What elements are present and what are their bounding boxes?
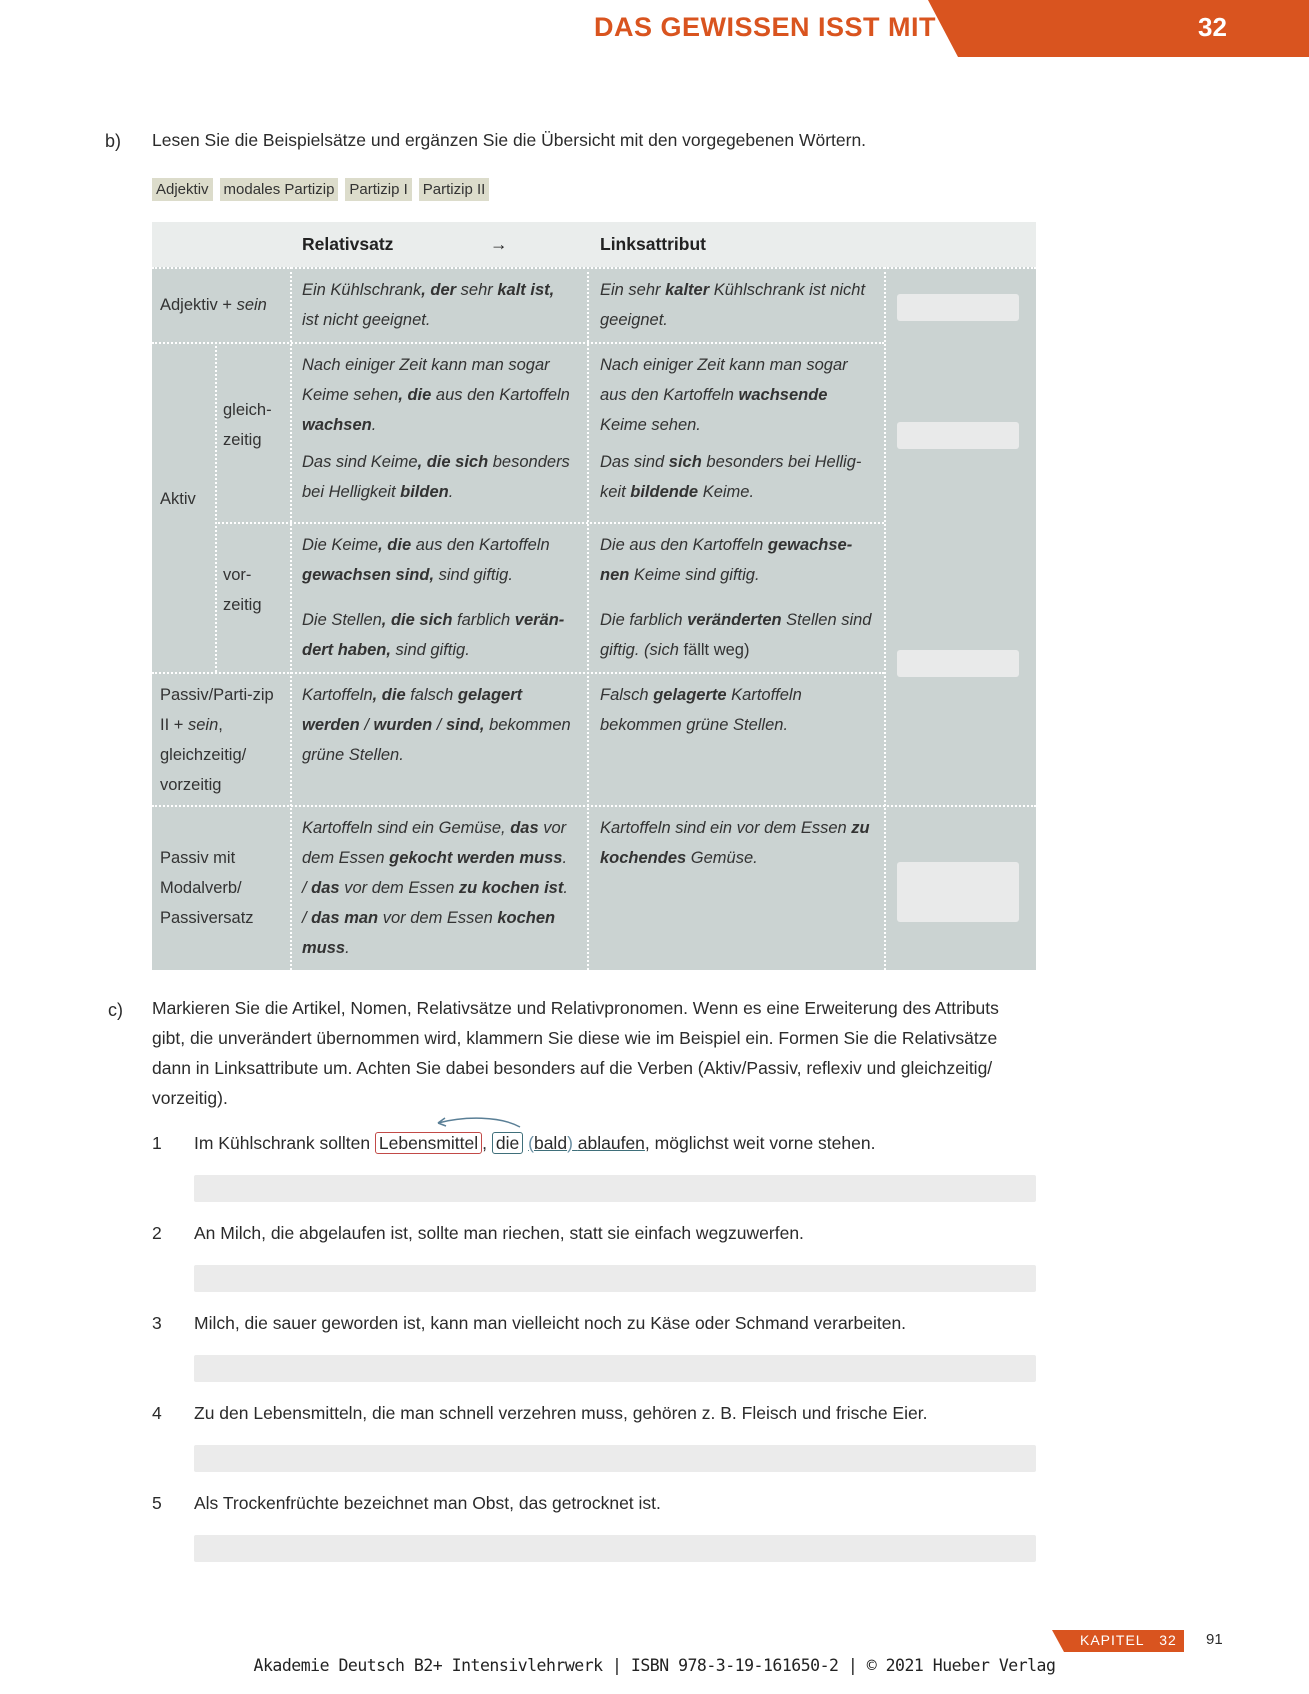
answer-blank[interactable] <box>897 650 1019 677</box>
arrow-icon: → <box>490 234 508 254</box>
exercise-number: 3 <box>152 1313 162 1333</box>
word-chip: Adjektiv <box>152 178 213 201</box>
exercise-number: 2 <box>152 1223 162 1243</box>
pronoun-marked: die <box>492 1132 523 1154</box>
part-c-label: c) <box>108 1000 123 1020</box>
relative-clause-marked: (bald) ablaufen <box>528 1133 645 1153</box>
vorzeitig-2-linksattribut: Die farblich veränderten Stellen sind giftig. (sich fällt weg) <box>600 611 872 659</box>
exercise-sentence: An Milch, die abgelaufen ist, sollte man riechen, statt sie einfach wegzuwerfen. <box>194 1223 804 1243</box>
exercise-number: 1 <box>152 1133 162 1153</box>
gleichzeitig-2-linksattribut: Das sind sich besonders bei Hellig-keit bildende Keime. <box>600 453 862 501</box>
publisher-credit: Akademie Deutsch B2+ Intensivlehrwerk | ISBN 978-3-19-161650-2 | © 2021 Hueber Verlag <box>253 1656 1056 1675</box>
passiv-linksattribut: Falsch gelagerte Kartoffeln bekommen grüne Stellen. <box>600 686 802 734</box>
table-header-row <box>152 222 1036 267</box>
row-label-modal: Passiv mit Modalverb/ Passiversatz <box>160 849 254 927</box>
grammar-table <box>152 222 1036 970</box>
exercise-number: 5 <box>152 1493 162 1513</box>
word-chip: Partizip II <box>419 178 490 201</box>
part-c-instruction: Markieren Sie die Artikel, Nomen, Relativsätze und Relativpronomen. Wenn es eine Erweiterung des Attributs gibt, die unverändert übernommen wird, klammern Sie diese wie im Beispiel ein. Formen Sie die Relativsätze dann in Linksattribute um. Achten Sie dabei besonders auf die Verben (Aktiv/Passiv, reflexiv und gleichzeitig/ vorzeitig). <box>152 998 999 1108</box>
answer-line[interactable] <box>194 1265 1036 1292</box>
page-number: 91 <box>1206 1631 1223 1648</box>
row-label-aktiv: Aktiv <box>160 490 196 508</box>
word-chip: Partizip I <box>345 178 411 201</box>
vorzeitig-1-linksattribut: Die aus den Kartoffeln gewachse-nen Keime sind giftig. <box>600 536 853 584</box>
vorzeitig-1-relativsatz: Die Keime, die aus den Kartoffeln gewachsen sind, sind giftig. <box>302 536 550 584</box>
answer-blank[interactable] <box>897 422 1019 449</box>
row-label-gleichzeitig: gleich- zeitig <box>223 401 272 449</box>
answer-blank[interactable] <box>897 294 1019 321</box>
word-chip: modales Partizip <box>220 178 339 201</box>
noun-marked: Lebensmittel <box>375 1132 482 1154</box>
gleichzeitig-1-linksattribut: Nach einiger Zeit kann man sogar aus den Kartoffeln wachsende Keime sehen. <box>600 356 848 434</box>
answer-line[interactable] <box>194 1535 1036 1562</box>
chapter-title: DAS GEWISSEN ISST MIT <box>594 12 937 42</box>
col-relativsatz: Relativsatz <box>302 234 394 254</box>
exercise-sentence: Zu den Lebensmitteln, die man schnell verzehren muss, gehören z. B. Fleisch und frische Eier. <box>194 1403 928 1423</box>
answer-line[interactable] <box>194 1175 1036 1202</box>
chapter-number: 32 <box>1198 12 1227 42</box>
answer-blank[interactable] <box>897 862 1019 922</box>
modal-linksattribut: Kartoffeln sind ein vor dem Essen zu kochendes Gemüse. <box>600 819 870 867</box>
vorzeitig-2-relativsatz: Die Stellen, die sich farblich verän-dert haben, sind giftig. <box>302 611 565 659</box>
passiv-relativsatz: Kartoffeln, die falsch gelagert werden / wurden / sind, bekommen grüne Stellen. <box>302 686 571 764</box>
modal-relativsatz: Kartoffeln sind ein Gemüse, das vor dem Essen gekocht werden muss. / das vor dem Essen zu kochen ist. / das man vor dem Essen kochen muss. <box>302 819 568 957</box>
answer-line[interactable] <box>194 1355 1036 1382</box>
exercise-sentence: Als Trockenfrüchte bezeichnet man Obst, das getrocknet ist. <box>194 1493 661 1513</box>
gleichzeitig-2-relativsatz: Das sind Keime, die sich besonders bei Helligkeit bilden. <box>302 453 570 501</box>
adjektiv-linksattribut: Ein sehr kalter Kühlschrank ist nicht geeignet. <box>600 281 866 329</box>
col-linksattribut: Linksattribut <box>600 234 706 254</box>
adjektiv-relativsatz: Ein Kühlschrank, der sehr kalt ist, ist nicht geeignet. <box>302 281 555 329</box>
row-label-adjektiv: Adjektiv + sein <box>160 296 267 314</box>
gleichzeitig-1-relativsatz: Nach einiger Zeit kann man sogar Keime sehen, die aus den Kartoffeln wachsen. <box>302 356 570 434</box>
row-label-passiv: Passiv/Parti-zip II + sein, gleichzeitig/ vorzeitig <box>160 686 274 794</box>
row-label-vorzeitig: vor- zeitig <box>223 566 262 614</box>
example-sentence: Im Kühlschrank sollten Lebensmittel , die (bald) ablaufen, möglichst weit vorne stehen. <box>194 1133 876 1153</box>
exercise-sentence: Milch, die sauer geworden ist, kann man vielleicht noch zu Käse oder Schmand verarbeiten. <box>194 1313 907 1333</box>
chapter-tag: KAPITEL 32 <box>1080 1632 1177 1648</box>
word-bank <box>152 178 489 201</box>
part-b-label: b) <box>105 131 122 151</box>
arrow-annotation-icon <box>430 1112 530 1130</box>
chapter-banner <box>928 0 1309 57</box>
answer-line[interactable] <box>194 1445 1036 1472</box>
exercise-number: 4 <box>152 1403 162 1423</box>
part-b-instruction: Lesen Sie die Beispielsätze und ergänzen Sie die Übersicht mit den vorgegebenen Wörtern. <box>152 130 867 150</box>
